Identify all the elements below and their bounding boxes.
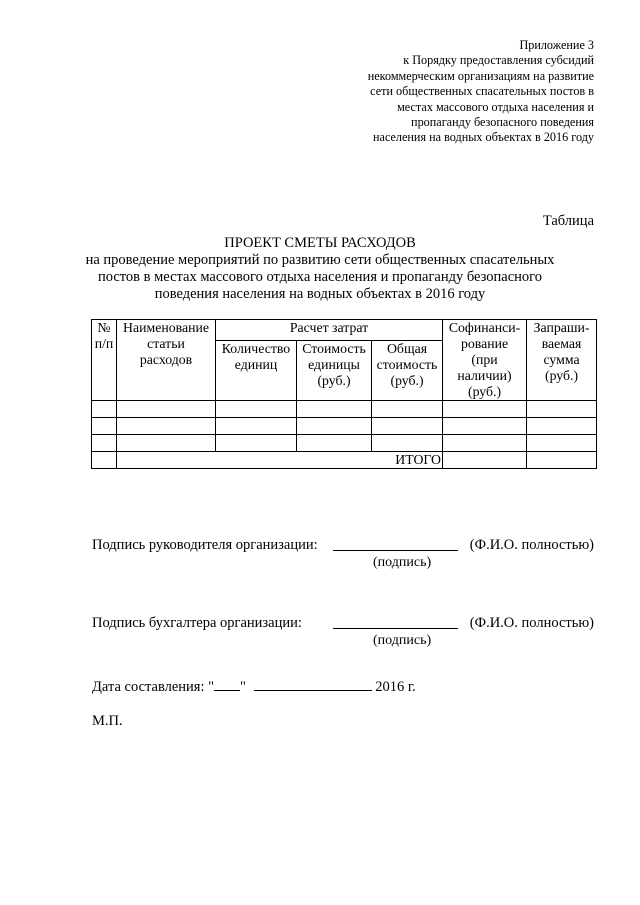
table-cell[interactable]: [297, 401, 372, 418]
table-cell[interactable]: [216, 418, 297, 435]
table-cell[interactable]: [443, 418, 527, 435]
head-signature-line[interactable]: [333, 538, 458, 551]
head-fio-label: (Ф.И.О. полностью): [469, 537, 594, 553]
date-row: [92, 678, 416, 696]
header-requested-sum: Запраши- ваемая сумма (руб.): [527, 320, 597, 401]
estimate-table: [91, 319, 597, 469]
title-line: постов в местах массового отдыха населения и пропаганду безопасного: [97, 269, 543, 285]
table-cell[interactable]: [117, 435, 216, 452]
appendix-line: некоммерческим организациям на развитие: [367, 68, 594, 83]
date-quote: ": [240, 679, 246, 695]
table-label: Таблица: [542, 213, 594, 229]
table-cell[interactable]: [372, 435, 443, 452]
header-total-cost: Общая стоимость (руб.): [372, 340, 443, 400]
table-cell[interactable]: [216, 401, 297, 418]
title-heading: ПРОЕКТ СМЕТЫ РАСХОДОВ: [224, 235, 416, 251]
table-cell[interactable]: [216, 435, 297, 452]
table-cell: [92, 452, 117, 469]
accountant-signature-line[interactable]: [333, 616, 458, 629]
table-row: [92, 418, 597, 435]
date-day-line[interactable]: [214, 678, 240, 691]
header-cost-calculation: Расчет затрат: [216, 320, 443, 341]
header-no: № п/п: [92, 320, 117, 401]
appendix-line: Приложение 3: [519, 38, 594, 52]
table-cell[interactable]: [117, 401, 216, 418]
title-line: на проведение мероприятий по развитию сети общественных спасательных: [85, 252, 555, 268]
table-row: [92, 401, 597, 418]
table-cell[interactable]: [527, 401, 597, 418]
head-signature-hint: (подпись): [373, 555, 432, 570]
appendix-line: местах массового отдыха населения и: [397, 99, 594, 114]
table-cell[interactable]: [372, 401, 443, 418]
date-month-line[interactable]: [254, 678, 372, 691]
table-cell[interactable]: [297, 418, 372, 435]
appendix-header: [264, 38, 594, 146]
stamp-place: М.П.: [92, 713, 123, 729]
appendix-line: сети общественных спасательных постов в: [370, 84, 594, 99]
table-cell[interactable]: [92, 418, 117, 435]
total-label: ИТОГО: [117, 452, 443, 469]
header-unit-cost: Стоимость единицы (руб.): [297, 340, 372, 400]
table-cell[interactable]: [527, 435, 597, 452]
accountant-signature-hint: (подпись): [373, 633, 432, 648]
accountant-signature-label: Подпись бухгалтера организации:: [92, 615, 302, 631]
table-cell[interactable]: [527, 418, 597, 435]
appendix-line: населения на водных объектах в 2016 году: [373, 130, 594, 145]
header-item-name: Наименование статьи расходов: [117, 320, 216, 401]
total-row: [92, 452, 597, 469]
title-line: поведения населения на водных объектах в 2016 году: [154, 286, 486, 302]
table-cell[interactable]: [443, 435, 527, 452]
appendix-line: к Порядку предоставления субсидий: [403, 53, 594, 68]
table-cell[interactable]: [443, 401, 527, 418]
document-title: [0, 235, 640, 303]
table-cell[interactable]: [297, 435, 372, 452]
table-cell[interactable]: [372, 418, 443, 435]
total-cofinancing-cell[interactable]: [443, 452, 527, 469]
table-cell[interactable]: [117, 418, 216, 435]
table-cell[interactable]: [92, 401, 117, 418]
date-label: Дата составления: ": [92, 679, 215, 695]
table-cell[interactable]: [92, 435, 117, 452]
table-row: [92, 435, 597, 452]
total-requested-cell[interactable]: [527, 452, 597, 469]
header-quantity: Количество единиц: [216, 340, 297, 400]
head-signature-label: Подпись руководителя организации:: [92, 537, 318, 553]
header-cofinancing: Софинанси- рование (при наличии) (руб.): [443, 320, 527, 401]
date-year: 2016 г.: [375, 679, 416, 695]
appendix-line: пропаганду безопасного поведения: [411, 115, 594, 130]
accountant-fio-label: (Ф.И.О. полностью): [469, 615, 594, 631]
